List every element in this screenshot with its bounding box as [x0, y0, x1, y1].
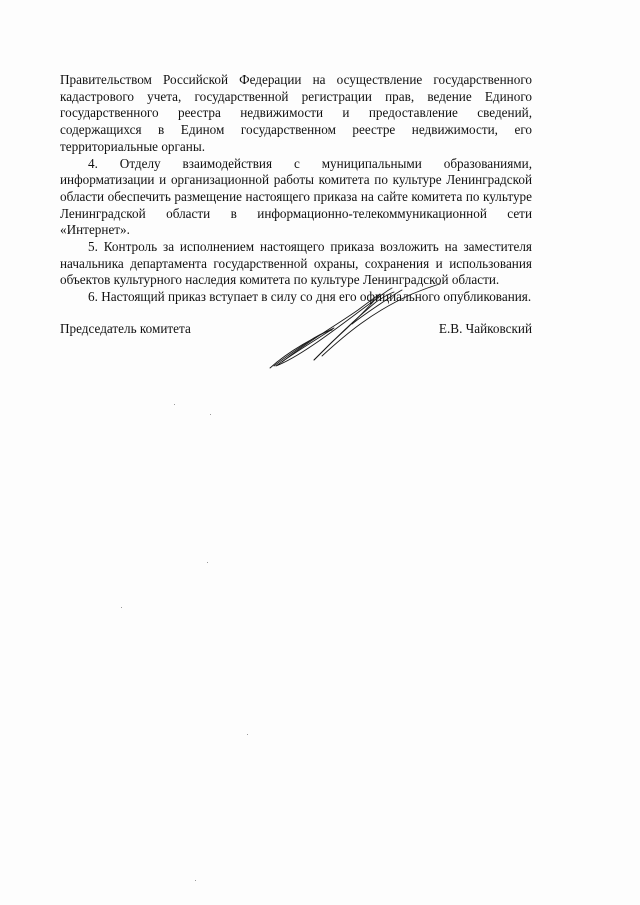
paragraph-continuation: Правительством Российской Федерации на осуществление государственного кадастрового учета, государственной регистрации прав, ведение Единого государственного реестра недвижимости и предоставление сведений, содержащихся в Едином государственном реестре недвижимости, его территориальные органы.: [60, 72, 532, 154]
paragraph-item-6: 6. Настоящий приказ вступает в силу со дня его официального опубликования.: [88, 289, 532, 305]
scan-speck: [210, 414, 211, 415]
scan-speck: [174, 404, 175, 405]
scan-speck: [195, 880, 196, 881]
signatory-title: Председатель комитета: [60, 321, 191, 336]
scan-speck: [247, 734, 248, 735]
signature-block: [60, 321, 532, 341]
paragraph-item-4: 4. Отделу взаимодействия с муниципальными образованиями, информатизации и организационной работы комитета по культуре Ленинградской области обеспечить размещение настоящего приказа на сайте комитета по культуре Ленинградской области в информационно-телекоммуникационной сети «Интернет».: [60, 155, 532, 238]
paragraph-item-5: 5. Контроль за исполнением настоящего приказа возложить на заместителя начальника департамента государственной охраны, сохранения и использования объектов культурного наследия комитета по культуре Ленинградской области.: [60, 239, 532, 288]
document-body: [60, 72, 532, 306]
signatory-name: Е.В. Чайковский: [438, 321, 532, 336]
scan-speck: [207, 562, 208, 563]
scan-speck: [121, 607, 122, 608]
